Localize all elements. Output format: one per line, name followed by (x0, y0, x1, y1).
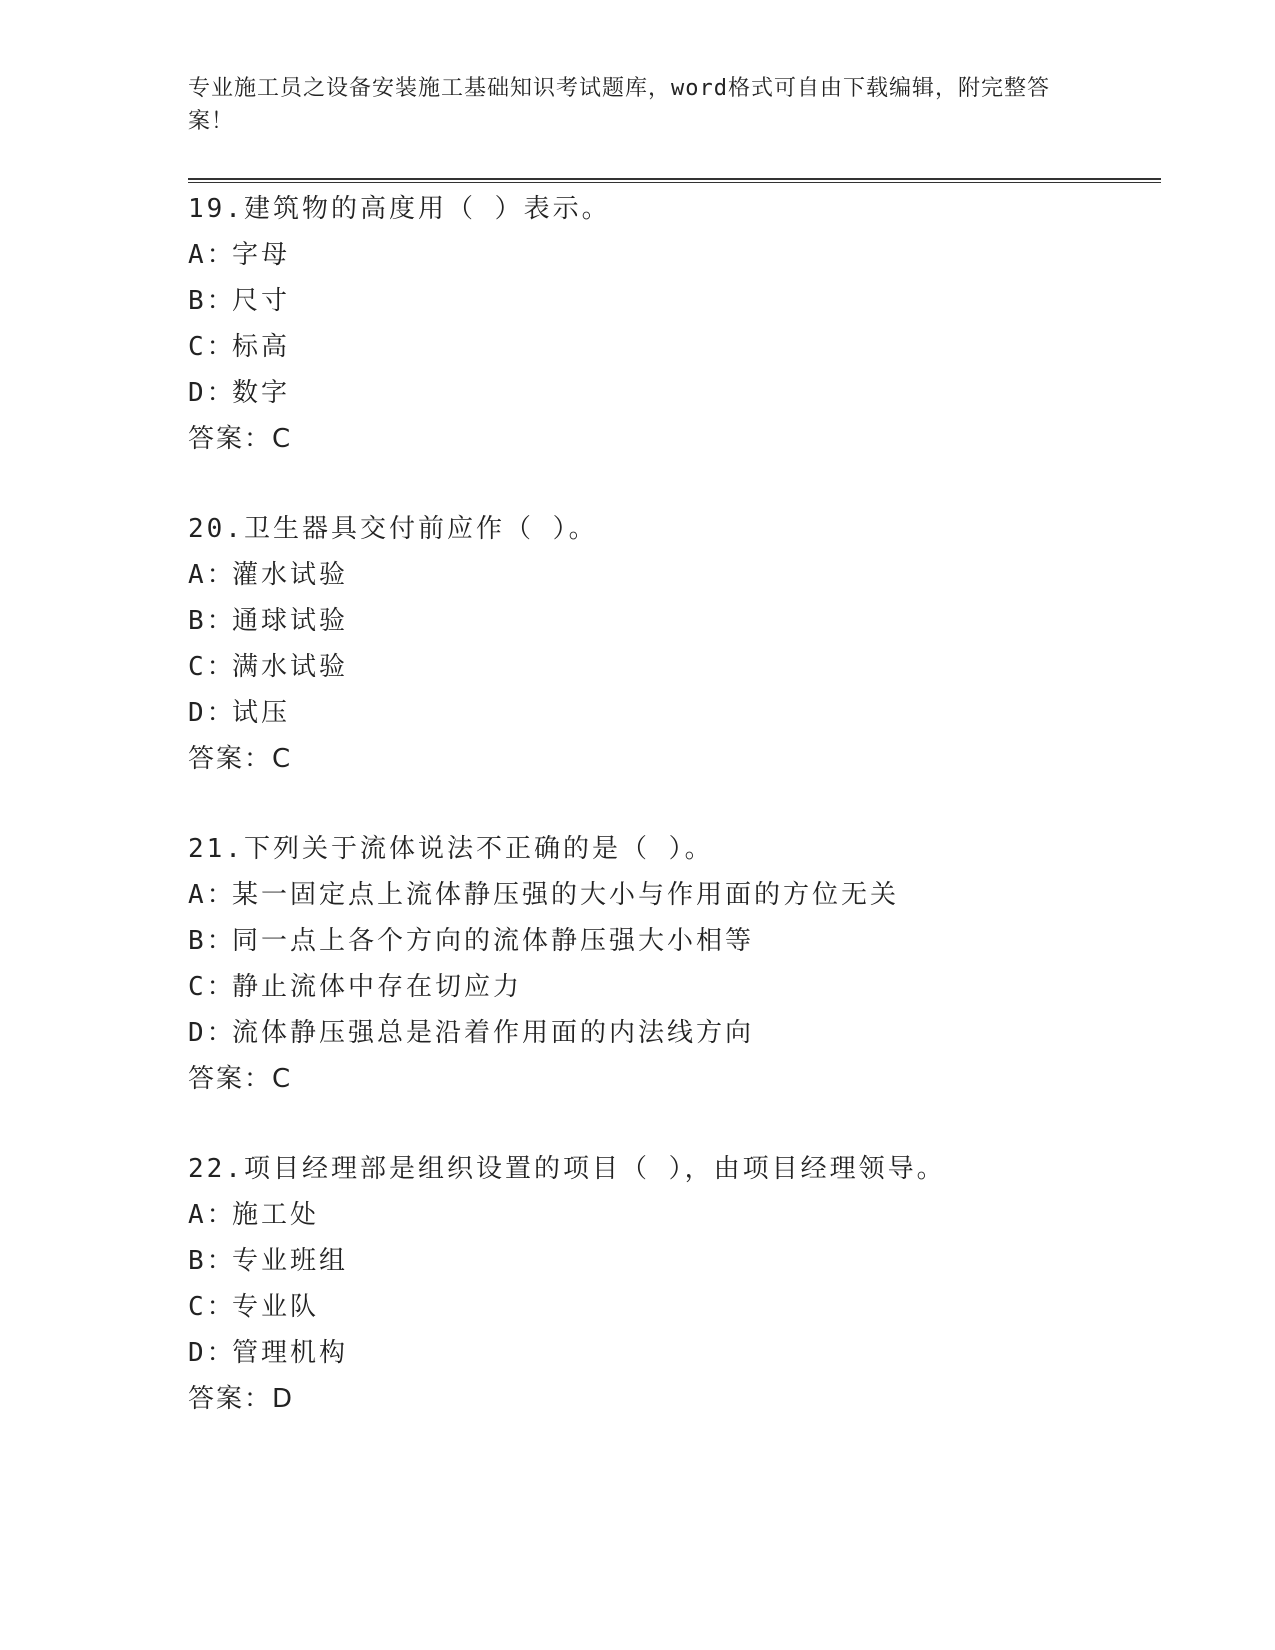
option-key: C： (188, 1292, 236, 1322)
option-d (188, 1010, 1161, 1056)
header-divider (188, 178, 1161, 183)
option-key: B： (188, 606, 236, 636)
option-text: 同一点上各个方向的流体静压强大小相等 (232, 926, 755, 956)
option-key: B： (188, 1246, 236, 1276)
answer-line: 答案：D (188, 1384, 295, 1414)
option-key: A： (188, 560, 236, 590)
option-b (188, 278, 1161, 324)
option-a (188, 232, 1161, 278)
question-stem: 21.下列关于流体说法不正确的是（ ）。 (188, 834, 714, 864)
option-text: 流体静压强总是沿着作用面的内法线方向 (232, 1018, 755, 1048)
option-key: D： (188, 698, 236, 728)
option-b (188, 918, 1161, 964)
option-text: 专业队 (232, 1292, 320, 1322)
option-key: C： (188, 332, 236, 362)
option-text: 通球试验 (232, 606, 349, 636)
question-22 (188, 1146, 1161, 1422)
option-b (188, 598, 1161, 644)
question-21 (188, 826, 1161, 1102)
option-key: D： (188, 378, 236, 408)
question-20 (188, 506, 1161, 782)
option-a (188, 1192, 1161, 1238)
option-text: 静止流体中存在切应力 (232, 972, 523, 1002)
option-b (188, 1238, 1161, 1284)
option-d (188, 690, 1161, 736)
option-text: 尺寸 (232, 286, 291, 316)
option-text: 灌水试验 (232, 560, 349, 590)
option-d (188, 1330, 1161, 1376)
document-header: 专业施工员之设备安装施工基础知识考试题库，word格式可自由下载编辑，附完整答案！ (188, 76, 1050, 134)
option-text: 满水试验 (232, 652, 349, 682)
question-stem: 20.卫生器具交付前应作（ ）。 (188, 514, 598, 544)
option-text: 专业班组 (232, 1246, 349, 1276)
option-c (188, 1284, 1161, 1330)
question-stem: 19.建筑物的高度用（ ）表示。 (188, 194, 611, 224)
option-key: C： (188, 652, 236, 682)
option-c (188, 324, 1161, 370)
answer-line: 答案：C (188, 744, 293, 774)
option-key: B： (188, 926, 236, 956)
question-19 (188, 186, 1161, 462)
option-key: D： (188, 1018, 236, 1048)
option-key: B： (188, 286, 236, 316)
option-text: 某一固定点上流体静压强的大小与作用面的方位无关 (232, 880, 900, 910)
option-text: 施工处 (232, 1200, 320, 1230)
option-text: 标高 (232, 332, 291, 362)
option-a (188, 872, 1161, 918)
option-a (188, 552, 1161, 598)
option-c (188, 964, 1161, 1010)
option-key: C： (188, 972, 236, 1002)
option-key: A： (188, 1200, 236, 1230)
option-text: 试压 (232, 698, 291, 728)
option-c (188, 644, 1161, 690)
option-key: A： (188, 240, 236, 270)
answer-line: 答案：C (188, 1064, 293, 1094)
question-stem: 22.项目经理部是组织设置的项目（ ），由项目经理领导。 (188, 1154, 946, 1184)
option-text: 管理机构 (232, 1338, 349, 1368)
option-key: D： (188, 1338, 236, 1368)
option-text: 数字 (232, 378, 291, 408)
option-key: A： (188, 880, 236, 910)
option-text: 字母 (232, 240, 291, 270)
option-d (188, 370, 1161, 416)
answer-line: 答案：C (188, 424, 293, 454)
question-list (188, 186, 1161, 1466)
